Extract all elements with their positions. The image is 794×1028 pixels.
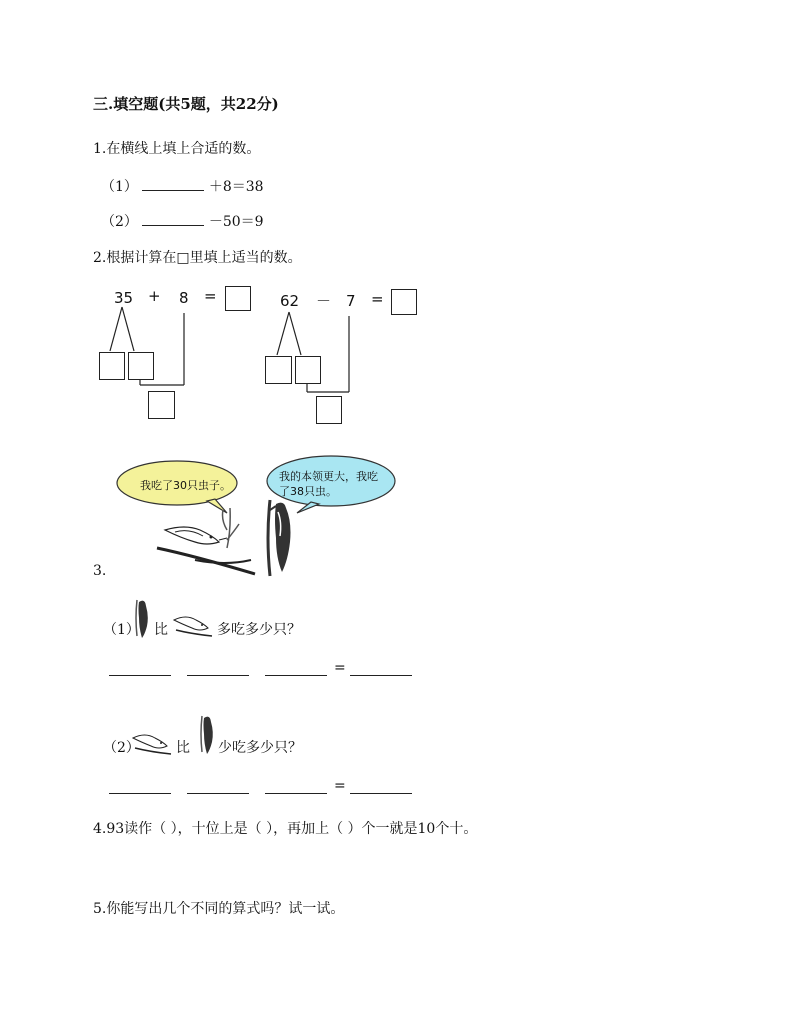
q1-item-1-blank[interactable] <box>142 176 204 191</box>
q2-prompt: 2.根据计算在□里填上适当的数。 <box>93 250 302 266</box>
q1-prompt: 1.在横线上填上合适的数。 <box>93 141 261 157</box>
q2-right-answer-box[interactable] <box>391 289 417 315</box>
q3-sub1-blank-result[interactable] <box>350 675 412 676</box>
q2-left-split-box-1[interactable] <box>99 352 125 380</box>
q2-left-result-box[interactable] <box>148 391 175 419</box>
q2-left-eq: = <box>204 287 217 305</box>
q3-sub2-equals: = <box>334 778 346 794</box>
q2-left-answer-box[interactable] <box>225 286 251 311</box>
q3-sub1-equals: = <box>334 660 346 676</box>
q3-sub1-blank-3[interactable] <box>265 675 327 676</box>
woodpecker-small-icon-2 <box>198 714 218 754</box>
q3-sub2-label: （2） <box>103 740 140 756</box>
q3-sub2-blank-result[interactable] <box>350 793 412 794</box>
q2-left-split-box-2[interactable] <box>128 352 154 380</box>
q2-right-split-box-1[interactable] <box>265 356 292 384</box>
q3-sub1-tail: 多吃多少只？ <box>217 622 301 638</box>
q3-sub1-mid: 比 <box>154 622 168 638</box>
q2-right-eq: = <box>371 290 384 308</box>
q1-item-2-blank[interactable] <box>142 211 204 226</box>
q2-right-result-box[interactable] <box>316 396 342 424</box>
q3-number: 3. <box>93 563 107 579</box>
q2-right-b: 7 <box>346 292 356 310</box>
q3-sub2-blank-2[interactable] <box>187 793 249 794</box>
section-title: 三.填空题(共5题，共22分) <box>93 95 279 113</box>
bubble-right-text-line2: 了38只虫。 <box>279 485 337 498</box>
q3-sub2-mid: 比 <box>176 740 190 756</box>
q1-item-1 <box>101 176 264 196</box>
q3-sub2-tail: 少吃多少只？ <box>218 740 302 756</box>
q2-right-op: － <box>316 292 332 310</box>
bubble-left-text: 我吃了30只虫子。 <box>140 479 231 492</box>
q5-prompt: 5.你能写出几个不同的算式吗？试一试。 <box>93 901 345 917</box>
small-bird-small-icon <box>172 610 214 638</box>
q3-sub1-label: （1） <box>103 622 140 638</box>
q1-item-1-expr: ＋8＝38 <box>208 179 264 195</box>
q1-item-2-label: （2） <box>101 214 138 230</box>
woodpecker-icon <box>262 498 302 578</box>
q2-right-a: 62 <box>280 292 300 310</box>
q3-sub1-blank-2[interactable] <box>187 675 249 676</box>
woodpecker-small-icon <box>133 598 153 638</box>
small-bird-icon <box>155 500 275 580</box>
q1-item-2 <box>101 211 264 231</box>
q2-left-a: 35 <box>114 289 134 307</box>
q2-right-split-box-2[interactable] <box>295 356 321 384</box>
q3-sub1-blank-1[interactable] <box>109 675 171 676</box>
q1-item-1-label: （1） <box>101 179 138 195</box>
small-bird-small-icon-2 <box>131 728 173 756</box>
q3-sub2-blank-1[interactable] <box>109 793 171 794</box>
q3-sub2-blank-3[interactable] <box>265 793 327 794</box>
q2-left-op: + <box>148 287 161 305</box>
bubble-right-text-line1: 我的本领更大，我吃 <box>279 470 378 483</box>
q2-left-b: 8 <box>179 289 189 307</box>
q4-prompt: 4.93读作（ ），十位上是（ ），再加上（ ）个一就是10个十。 <box>93 821 478 837</box>
q1-item-2-expr: －50＝9 <box>208 214 264 230</box>
